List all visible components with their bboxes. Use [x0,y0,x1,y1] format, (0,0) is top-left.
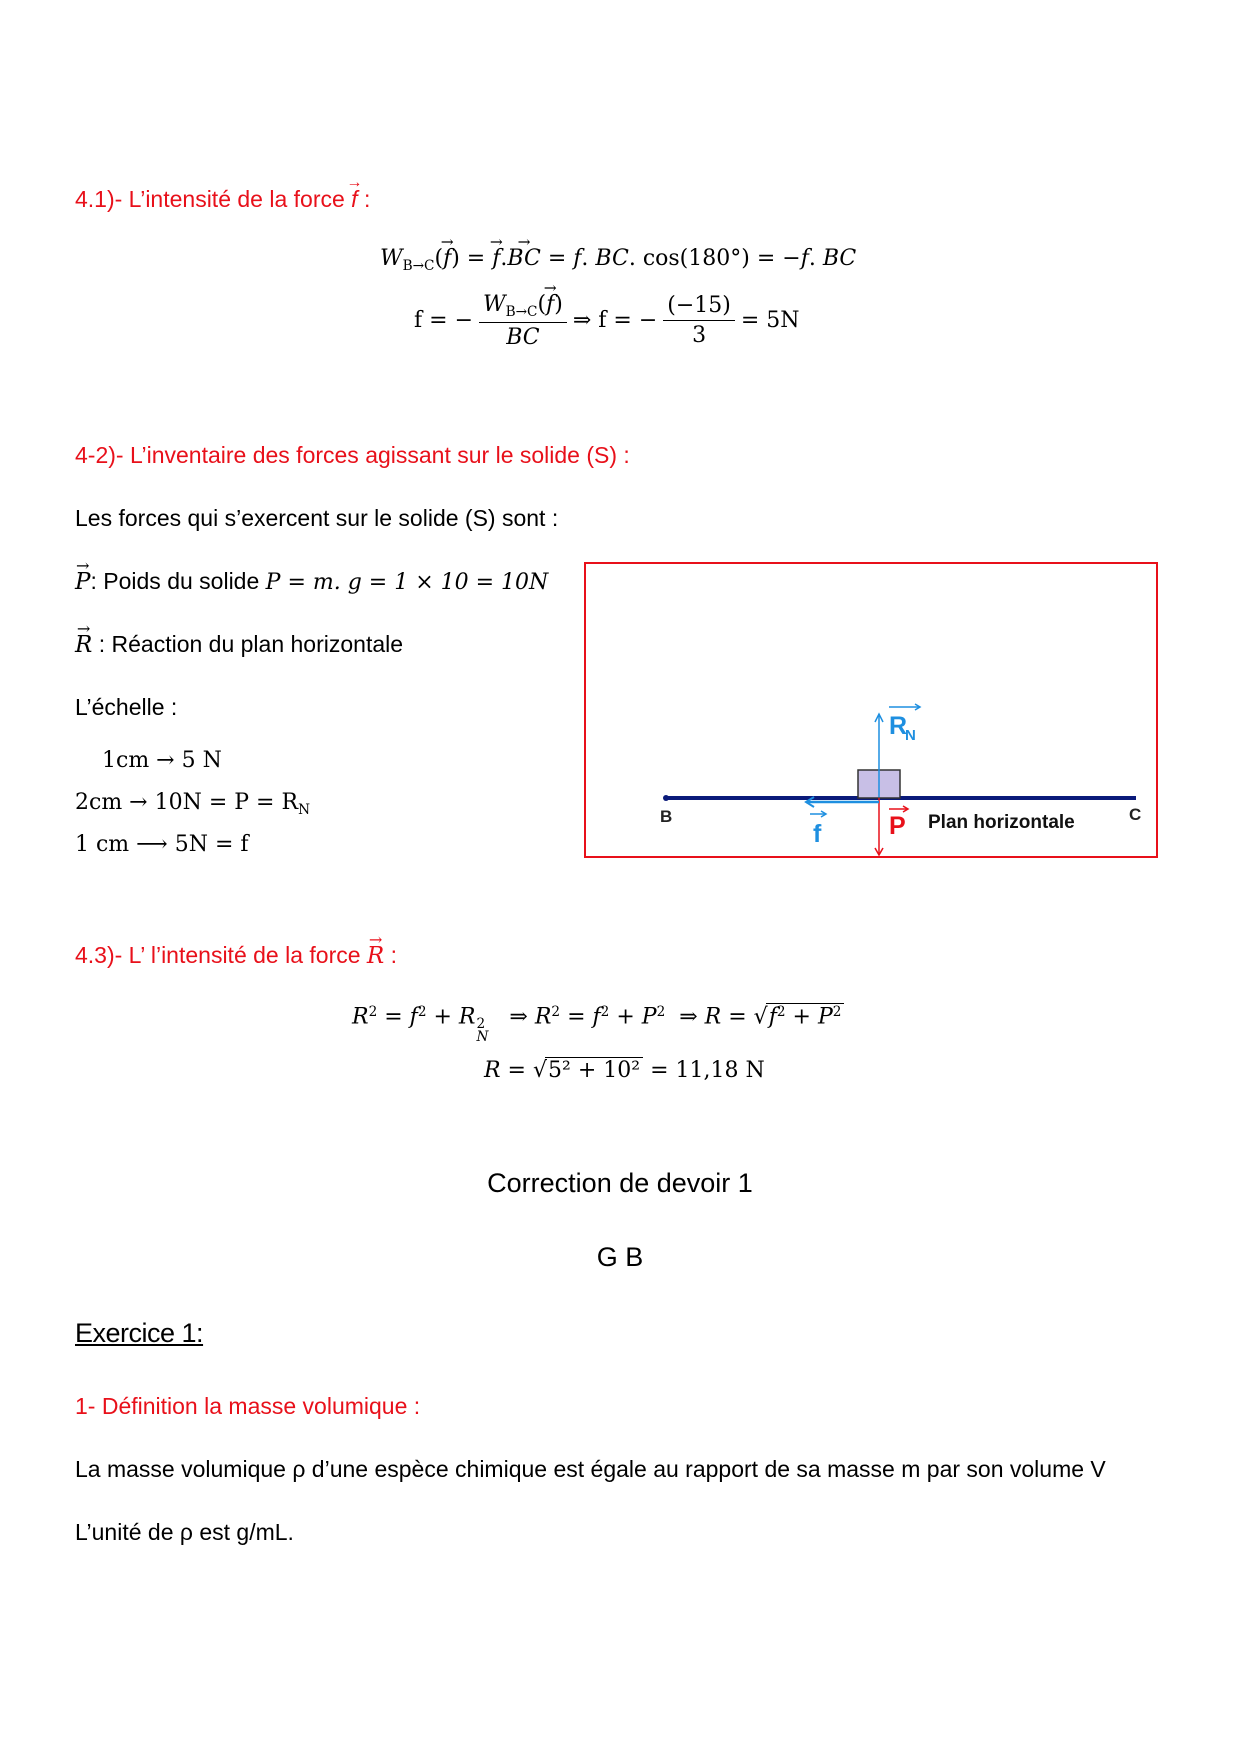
page-subtitle: G B [596,1242,644,1272]
force-p-line: → P: Poids du solide P = m. g = 1 × 10 = 10N [75,568,548,595]
q1-title: 1- Définition la masse volumique : [75,1393,421,1419]
plane-label: Plan horizontale [928,812,1075,833]
equation-work: $W_{B\to C}(\to f)$ = → f.→ BC = f. BC. cos(180°) = −f. BC [380,246,856,274]
scale-line-1: 1cm → 5 N [102,748,222,773]
section-4-2-title: 4-2)- L’inventaire des forces agissant sur le solide (S) : [75,442,630,468]
point-b-label: B [660,807,673,826]
page-title: Correction de devoir 1 [487,1168,753,1198]
forces-intro: Les forces qui s’exercent sur le solide (S) sont : [75,505,559,531]
equation-r-value: R = √5² + 10² = 11,18 N [484,1058,765,1083]
scale-label: L’échelle : [75,694,178,720]
point-b-dot [663,795,669,801]
force-f-vector: → f [351,186,357,213]
equation-r-squared: $R^2 = f^2 + R$ 2 N ⇒ $R^2 = f^2 + P^2$ ⇒ $R = √f^2 + P^2$ [352,1003,844,1045]
rn-label: R [889,712,908,740]
definition-text: La masse volumique ρ d’une espèce chimique est égale au rapport de sa masse m par son volume V [75,1456,1106,1482]
unit-line: L’unité de ρ est g/mL. [75,1519,294,1545]
force-diagram [584,562,1158,858]
exercise-heading: Exercice 1: [75,1318,204,1348]
section-4-1-title: 4.1)- L’intensité de la force → f : [75,186,370,213]
section-4-3-title: 4.3)- L’ l’intensité de la force → R : [75,942,397,969]
scale-line-2: $2cm \to 10N = P = R_N$ [75,790,310,818]
f-label: f [813,820,822,848]
rn-sub-label: N [905,727,916,744]
force-r-line: → R : Réaction du plan horizontale [75,631,403,658]
equation-force-f: f = − $\frac{W_{B\to C}(\to f)}{BC}$ ⇒ f = − $\frac{(-15)}{3}$ = 5N [414,292,800,350]
point-c-label: C [1129,805,1142,824]
p-label: P [889,812,906,840]
scale-line-3: 1 cm ⟶ 5N = f [75,832,249,857]
